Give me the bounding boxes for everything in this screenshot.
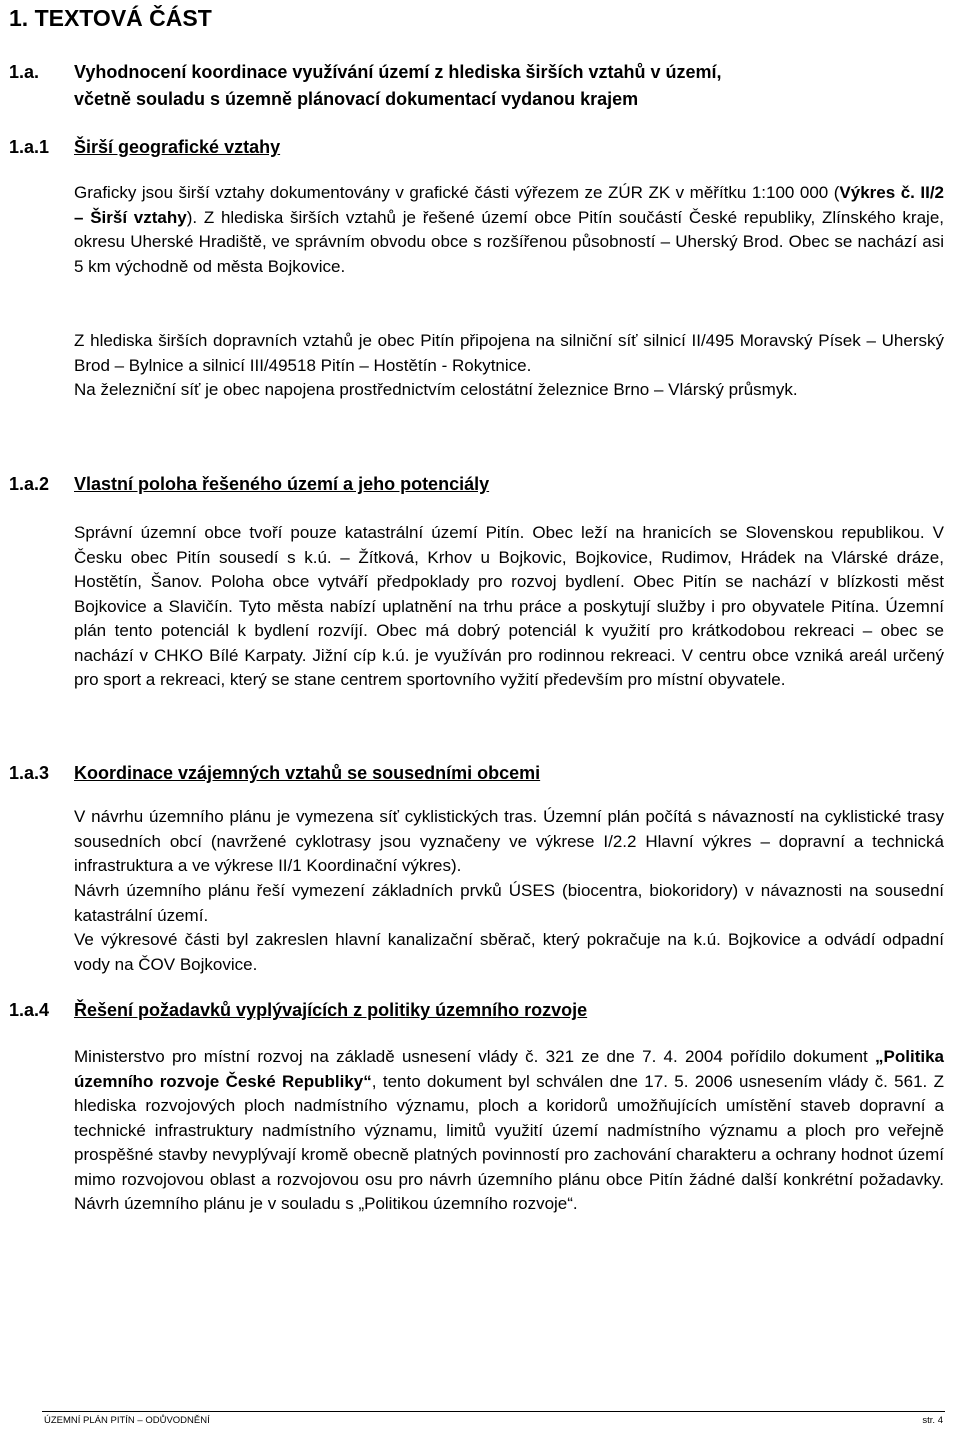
section-number-1a2: 1.a.2 [9, 474, 50, 494]
section-number-1a3: 1.a.3 [9, 763, 50, 783]
section-heading-1a1: Širší geografické vztahy [74, 137, 281, 157]
paragraph-broader-relations [74, 181, 944, 279]
section-heading-1a-line1: Vyhodnocení koordinace využívání území z hlediska širších vztahů v území, [74, 62, 722, 82]
paragraph-text: Graficky jsou širší vztahy dokumentovány v grafické části výřezem ze ZÚR ZK v měřítku 1:100 000 ( [74, 183, 840, 202]
paragraph-text: Ministerstvo pro místní rozvoj na základě usnesení vlády č. 321 ze dne 7. 4. 2004 pořídilo dokument [74, 1047, 876, 1066]
footer-page-number: str. 4 [922, 1415, 943, 1426]
paragraph-location-potential: Správní územní obce tvoří pouze katastrální území Pitín. Obec leží na hranicích se Slovenskou republikou. V Česku obec Pitín sousedí s k.ú. – Žítková, Krhov u Bojkovic, Bojkovice, Rudimov, Hrádek na Vlárské dráze, Hostětín, Šanov. Poloha obce vytváří předpoklady pro rozvoj bydlení. Obec Pitín se nachází v blízkosti měst Bojkovice a Slavičín. Tyto města nabízí uplatnění na trhu práce a poskytují služby i pro obyvatele Pitína. Územní plán tento potenciál k bydlení rozvíjí. Obec má dobrý potenciál k využití pro krátkodobou rekreaci – obec se nachází v CHKO Bílé Karpaty. Jižní cíp k.ú. je využíván pro rodinnou rekreaci. V centru obce vzniká areál určený pro sport a rekreaci, který se stane centrem sportovního vyžití především pro místní obyvatele. [74, 523, 944, 689]
document-title: „Politika územního rozvoje České Republiky“ [74, 1047, 944, 1091]
paragraph-sewer: Ve výkresové části byl zakreslen hlavní kanalizační sběrač, který pokračuje na k.ú. Bojkovice a odvádí odpadní vody na ČOV Bojkovice. [74, 930, 944, 974]
paragraph-text: ). Z hlediska širších vztahů je řešené území obce Pitín součástí České republiky, Zlínského kraje, okresu Uherské Hradiště, ve správním obvodu obce s rozšířenou působností – Uherský Brod. Obec se nachází asi 5 km východně od města Bojkovice. [74, 207, 944, 276]
section-heading-1a3: Koordinace vzájemných vztahů se sousedními obcemi [74, 763, 541, 783]
paragraph-railway: Na železniční síť je obec napojena prostřednictvím celostátní železnice Brno – Vlárský průsmyk. [74, 380, 798, 399]
page-footer [42, 1411, 945, 1429]
section-number-1a1: 1.a.1 [9, 137, 50, 157]
paragraph-transport-relations: Z hlediska širších dopravních vztahů je obec Pitín připojena na silniční síť silnicí II/495 Moravský Písek – Uherský Brod – Bylnice a silnicí III/49518 Pitín – Hostětín - Rokytnice. [74, 331, 944, 375]
section-heading-1a2: Vlastní poloha řešeného území a jeho potenciály [74, 474, 490, 494]
section-heading-1a-line2: včetně souladu s územně plánovací dokumentací vydanou krajem [74, 89, 639, 109]
drawing-reference: Výkres č. II/2 – Širší vztahy [74, 183, 944, 227]
section-number-1a4: 1.a.4 [9, 1000, 50, 1020]
page-title: 1. TEXTOVÁ ČÁST [9, 5, 212, 31]
section-heading-1a4: Řešení požadavků vyplývajících z politiky územního rozvoje [74, 1000, 588, 1020]
footer-document-title: ÚZEMNÍ PLÁN PITÍN – ODŮVODNĚNÍ [44, 1415, 210, 1426]
paragraph-text: , tento dokument byl schválen dne 17. 5. 2006 usnesením vlády č. 561. Z hlediska rozvojových ploch nadmístního významu, ploch a koridorů umožňujících umístění staveb dopravní a technické infrastruktury nadmístního významu, limitů využití území nadmístního významu a ploch pro veřejně prospěšné stavby nevyplývají kromě obecně platných povinností pro zachování charakteru a ochrany hodnot území mimo rozvojovou oblast a rozvojovou osu pro návrh územního plánu obce Pitín žádné další konkrétní požadavky. Návrh územního plánu je v souladu s „Politikou územního rozvoje“. [74, 1071, 944, 1213]
section-number-1a: 1.a. [9, 62, 40, 82]
paragraph-cycling-routes: V návrhu územního plánu je vymezena síť cyklistických tras. Územní plán počítá s návazností na cyklistické trasy sousedních obcí (navržené cyklotrasy jsou vyznačeny ve výkrese I/2.2 Hlavní výkres – dopravní a technická infrastruktura a ve výkrese II/1 Koordinační výkres). [74, 807, 944, 875]
section-heading-1a [74, 59, 947, 113]
paragraph-spatial-policy [74, 1045, 944, 1217]
paragraph-uses: Návrh územního plánu řeší vymezení základních prvků ÚSES (biocentra, biokoridory) v návaznosti na sousední katastrální území. [74, 881, 944, 925]
